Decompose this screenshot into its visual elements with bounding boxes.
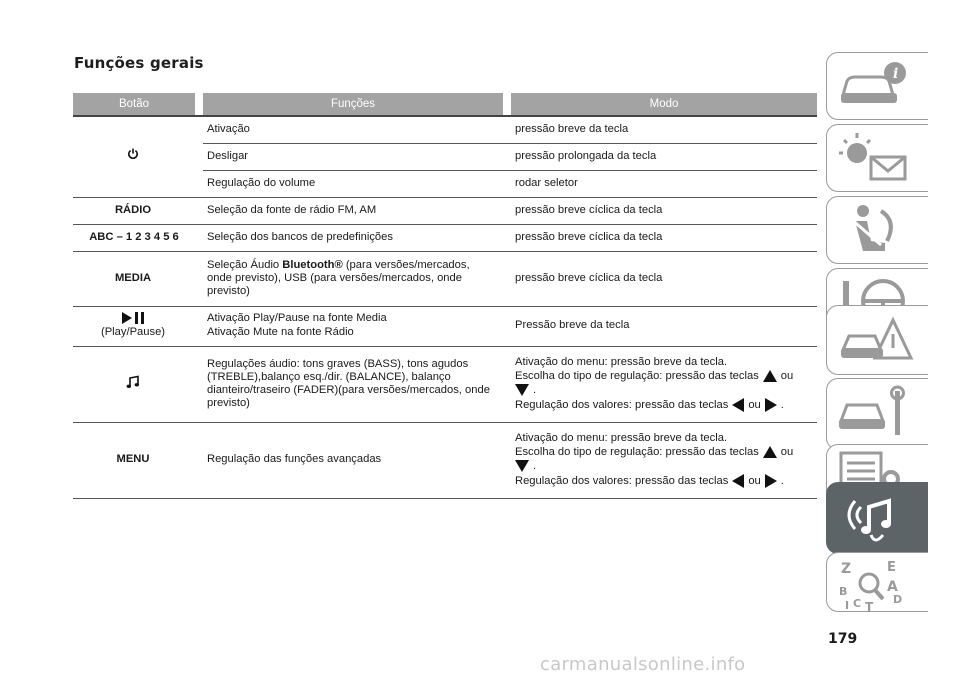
power-button-cell <box>73 116 195 197</box>
table-row <box>73 224 817 251</box>
svg-text:i: i <box>893 66 899 82</box>
power-mode-1: pressão breve da tecla <box>511 116 817 143</box>
audio-function: Regulações áudio: tons graves (BASS), tons agudos (TREBLE),balanço esq./dir. (BALANCE), balanço dianteiro/traseiro (FADER)(para versões/mercados, onde previsto) <box>203 346 503 422</box>
arrow-right-icon <box>765 398 777 412</box>
arrow-left-icon <box>732 474 744 488</box>
radio-mode: pressão breve cíclica da tecla <box>511 197 817 224</box>
safety-seat-icon <box>835 201 915 259</box>
tab-multimedia[interactable] <box>826 482 928 554</box>
tab-maintenance[interactable] <box>826 378 928 450</box>
playpause-mode: Pressão breve da tecla <box>511 306 817 346</box>
power-function-2: Desligar <box>203 143 503 170</box>
arrow-down-icon <box>515 384 529 396</box>
menu-button-label: MENU <box>73 422 195 498</box>
svg-text:C: C <box>853 597 862 610</box>
breakdown-icon <box>835 310 915 370</box>
radio-function: Seleção da fonte de rádio FM, AM <box>203 197 503 224</box>
svg-text:D: D <box>893 593 903 606</box>
svg-text:Z: Z <box>841 561 852 577</box>
music-note-icon <box>126 375 140 389</box>
menu-function: Regulação das funções avançadas <box>203 422 503 498</box>
page-title: Funções gerais <box>74 54 204 72</box>
arrow-left-icon <box>732 398 744 412</box>
arrow-right-icon <box>765 474 777 488</box>
radio-button-label: RÁDIO <box>73 197 195 224</box>
power-icon <box>127 148 139 160</box>
svg-text:A: A <box>887 579 898 595</box>
warning-lights-icon <box>835 129 915 187</box>
menu-mode: Ativação do menu: pressão breve da tecla. Escolha do tipo de regulação: pressão das teclas ou . Regulação dos valores: pressão das teclas ou . <box>511 422 817 498</box>
tab-index[interactable] <box>826 552 928 612</box>
presets-button-label: ABC – 1 2 3 4 5 6 <box>73 224 195 251</box>
audio-button-cell <box>73 346 195 422</box>
car-maintenance-icon <box>835 383 915 445</box>
car-info-icon <box>835 57 915 115</box>
table-row <box>73 251 817 306</box>
media-function: Seleção Áudio Bluetooth® (para versões/mercados, onde previsto), USB (para versões/mercados, onde previsto) <box>203 251 503 306</box>
table-row <box>73 422 817 498</box>
power-mode-3: rodar seletor <box>511 170 817 197</box>
table-header <box>73 93 817 116</box>
power-mode-2: pressão prolongada da tecla <box>511 143 817 170</box>
header-mode: Modo <box>511 93 817 116</box>
watermark: carmanualsonline.info <box>540 654 746 675</box>
arrow-down-icon <box>515 460 529 472</box>
tab-safety[interactable] <box>826 196 928 264</box>
playpause-button-cell <box>73 306 195 346</box>
svg-text:I: I <box>845 599 850 612</box>
power-function-1: Ativação <box>203 116 503 143</box>
page-number: 179 <box>828 631 858 647</box>
media-mode: pressão breve cíclica da tecla <box>511 251 817 306</box>
tab-emergency[interactable] <box>826 305 928 375</box>
arrow-up-icon <box>763 446 777 458</box>
play-pause-icon <box>120 312 146 324</box>
power-function-3: Regulação do volume <box>203 170 503 197</box>
svg-text:B: B <box>839 585 848 598</box>
table-row <box>73 306 817 346</box>
tab-car-info[interactable] <box>826 52 928 120</box>
functions-table <box>73 93 817 499</box>
table-row <box>73 197 817 224</box>
header-button: Botão <box>73 93 195 116</box>
tab-warning-lights[interactable] <box>826 124 928 192</box>
header-functions: Funções <box>203 93 503 116</box>
svg-text:T: T <box>865 600 874 613</box>
media-button-label: MEDIA <box>73 251 195 306</box>
playpause-function: Ativação Play/Pause na fonte Media Ativação Mute na fonte Rádio <box>203 306 503 346</box>
presets-mode: pressão breve cíclica da tecla <box>511 224 817 251</box>
arrow-up-icon <box>763 370 777 382</box>
multimedia-icon <box>835 487 915 549</box>
bluetooth-label: Bluetooth® <box>282 258 343 271</box>
presets-function: Seleção dos bancos de predefinições <box>203 224 503 251</box>
table-row <box>73 116 817 143</box>
playpause-label: (Play/Pause) <box>100 326 166 338</box>
audio-mode: Ativação do menu: pressão breve da tecla. Escolha do tipo de regulação: pressão das teclas ou . Regulação dos valores: pressão das teclas ou . <box>511 346 817 422</box>
index-icon <box>835 557 915 613</box>
svg-text:E: E <box>887 560 896 575</box>
table-row <box>73 346 817 422</box>
